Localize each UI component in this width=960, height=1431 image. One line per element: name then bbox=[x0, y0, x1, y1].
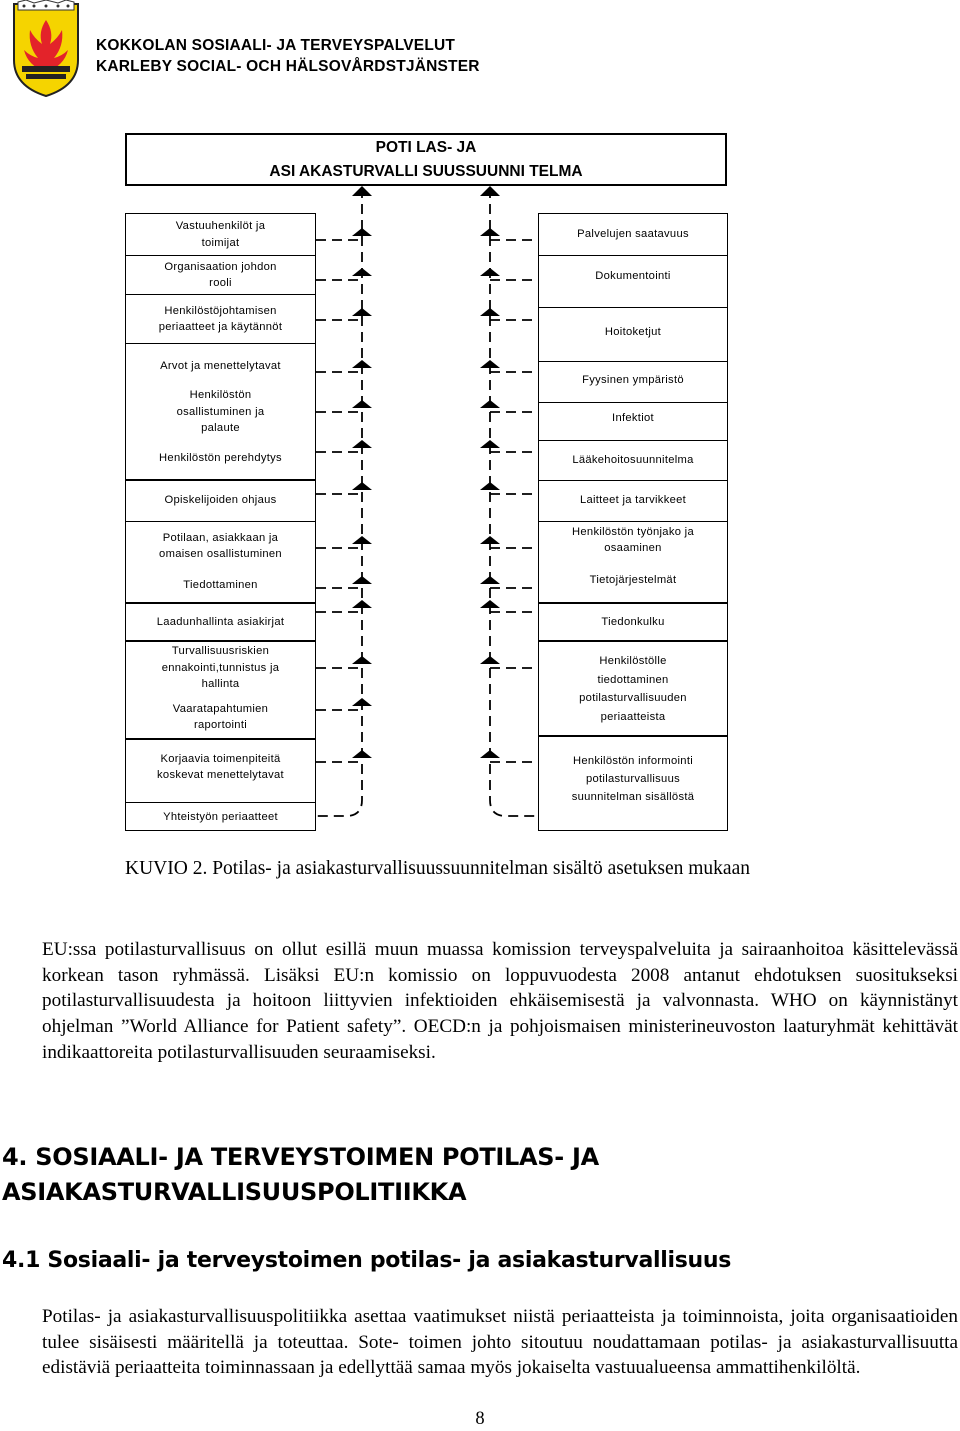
left-box-group-3 bbox=[125, 603, 316, 641]
right-box-group-3 bbox=[538, 361, 728, 441]
left-box-group-2 bbox=[125, 480, 316, 603]
right-item: Infektiot bbox=[612, 411, 654, 424]
right-box-group-8 bbox=[538, 736, 728, 831]
right-item: Tietojärjestelmät bbox=[589, 573, 677, 586]
body-paragraph-policy: Potilas- ja asiakasturvallisuuspolitiikka asettaa vaatimukset niistä periaatteista ja toiminnoista, joita organisaatioiden tulee sisäisesti määritellä ja toteuttaa. Sote- toimen johto sitoutuu noudattamaan potilas- ja asiakasturvallisuutta edistäviä periaatteita toiminnassaan ja edellyttää samaa myös jokaiselta vastuualueensa ammattihenkilöltä. bbox=[42, 1306, 958, 1379]
page-number: 8 bbox=[475, 1409, 485, 1429]
left-item: Vaaratapahtumien raportointi bbox=[172, 702, 269, 731]
arrowheads bbox=[352, 186, 500, 758]
right-dashed-trunk bbox=[490, 188, 538, 816]
right-box-group-1 bbox=[538, 213, 728, 308]
left-item: Turvallisuusriskien ennakointi,tunnistus ja hallinta bbox=[161, 645, 280, 691]
left-item: Tiedottaminen bbox=[183, 578, 258, 591]
right-item: Fyysinen ympäristö bbox=[582, 373, 684, 386]
figure-caption: KUVIO 2. Potilas- ja asiakasturvallisuussuunnitelman sisältö asetuksen mukaan bbox=[125, 858, 750, 879]
right-item: Laitteet ja tarvikkeet bbox=[579, 493, 687, 506]
left-item: Henkilöstön perehdytys bbox=[159, 451, 282, 464]
organization-name-finnish: KOKKOLAN SOSIAALI- JA TERVEYSPALVELUT bbox=[96, 37, 456, 54]
body-paragraph-eu: EU:ssa potilasturvallisuus on ollut esillä muun muassa komission terveyspalveluita ja sairaanhoitoa käsittelevässä korkean tason ryhmässä. Lisäksi EU:n komissio on loppuvuodesta 2008 antanut ehdotuksen suositukseksi potilasturvallisuudesta ja hoitoon liittyvien infektioiden ehkäisemisestä ja valvonnasta. WHO on käynnistänyt ohjelman ”World Alliance for Patient safety”. OECD:n ja pohjoismaisen ministerineuvoston laaturyhmät kehittävät indikaattoreita potilasturvallisuuden seuraamiseksi. bbox=[42, 939, 958, 1063]
left-item: Henkilöstöjohtamisen periaatteet ja käytännöt bbox=[158, 304, 283, 333]
left-item: Opiskelijoiden ohjaus bbox=[164, 493, 277, 506]
left-item: Vastuuhenkilöt ja toimijat bbox=[175, 220, 266, 249]
left-item: Potilaan, asiakkaan ja omaisen osallistuminen bbox=[159, 531, 282, 560]
right-item: Hoitoketjut bbox=[604, 325, 662, 338]
diagram-title-line1: POTI LAS- JA bbox=[375, 139, 477, 156]
left-dashed-trunk bbox=[316, 188, 362, 816]
left-box-group-5 bbox=[125, 739, 316, 831]
right-box-group-7 bbox=[538, 641, 728, 736]
right-item: Dokumentointi bbox=[595, 269, 671, 282]
left-item: Arvot ja menettelytavat bbox=[160, 359, 281, 372]
right-box-group-6 bbox=[538, 603, 728, 641]
left-item: Organisaation johdon rooli bbox=[164, 260, 277, 289]
right-item: Henkilöstölle tiedottaminen potilasturvallisuuden periaatteista bbox=[579, 655, 687, 723]
right-box-group-2 bbox=[538, 307, 728, 362]
right-item: Henkilöstön informointi potilasturvallisuus suunnitelman sisällöstä bbox=[571, 755, 695, 803]
left-box-group-1 bbox=[125, 213, 316, 480]
right-item: Palvelujen saatavuus bbox=[577, 227, 689, 240]
left-item: Korjaavia toimenpiteitä koskevat menettelytavat bbox=[157, 752, 284, 781]
right-item: Tiedonkulku bbox=[601, 615, 665, 628]
right-box-group-5 bbox=[538, 480, 728, 603]
left-item: Yhteistyön periaatteet bbox=[163, 810, 278, 823]
organization-name-swedish: KARLEBY SOCIAL- OCH HÄLSOVÅRDSTJÄNSTER bbox=[96, 58, 480, 75]
right-box-group-4 bbox=[538, 440, 728, 481]
left-item: Henkilöstön osallistuminen ja palaute bbox=[176, 389, 265, 435]
left-item: Laadunhallinta asiakirjat bbox=[156, 615, 285, 628]
diagram-title-line2: ASI AKASTURVALLI SUUSSUUNNI TELMA bbox=[269, 163, 583, 180]
left-box-group-4 bbox=[125, 641, 316, 739]
right-item: Henkilöstön työnjako ja osaaminen bbox=[572, 525, 694, 554]
section-heading-4: 4. SOSIAALI- JA TERVEYSTOIMEN POTILAS- JA ASIAKASTURVALLISUUSPOLITIIKKA bbox=[2, 1143, 599, 1206]
right-item: Lääkehoitosuunnitelma bbox=[572, 453, 694, 466]
subsection-heading-4-1: 4.1 Sosiaali- ja terveystoimen potilas- ja asiakasturvallisuus bbox=[2, 1248, 732, 1273]
